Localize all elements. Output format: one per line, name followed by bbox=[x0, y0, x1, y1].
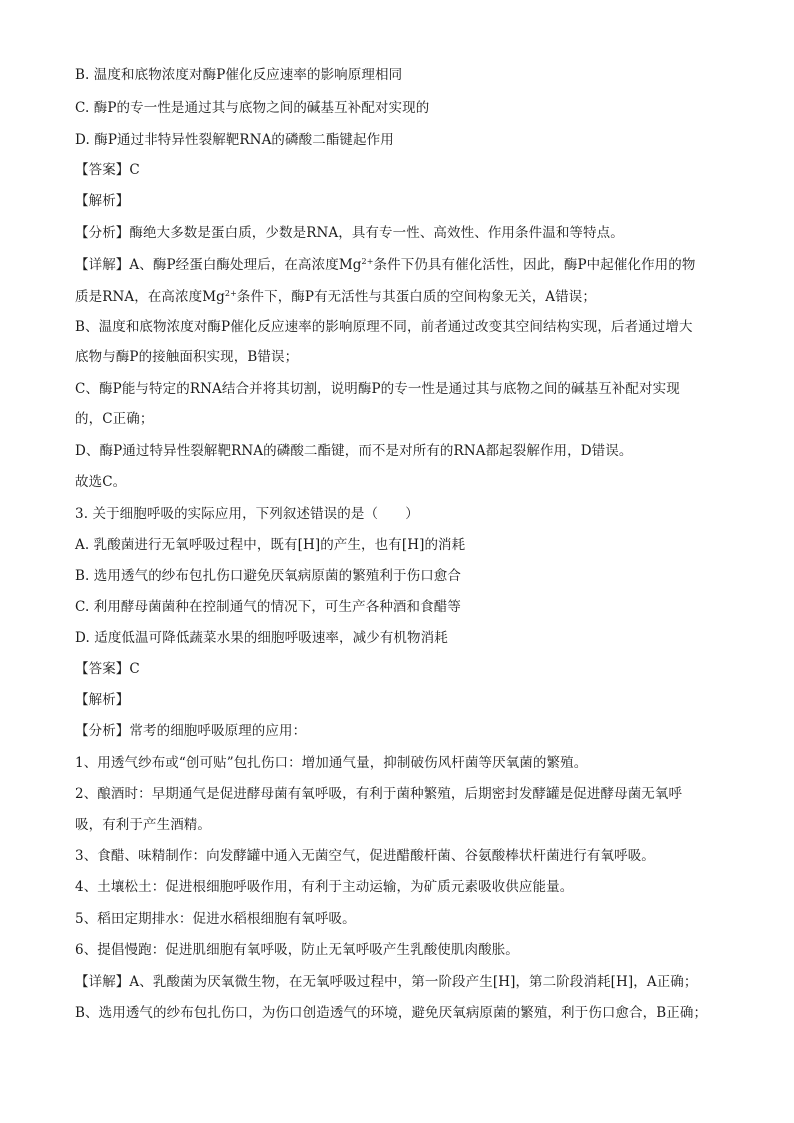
detail-line-2-b: 条件下，酶P有无活性与其蛋白质的空间构象无关，A错误； bbox=[236, 289, 596, 305]
question-3-stem: 3. 关于细胞呼吸的实际应用，下列叙述错误的是（ ） bbox=[75, 506, 419, 522]
detail-line-3: B、温度和底物浓度对酶P催化反应速率的影响原理不同，前者通过改变其空间结构实现，后者通过增大 bbox=[75, 319, 693, 335]
detail-line-1-b: 条件下仍具有催化活性，因此，酶P中起催化作用的物 bbox=[373, 257, 696, 273]
detail-line-7: D、酶P通过特异性裂解靶RNA的磷酸二酯键，而不是对所有的RNA都起裂解作用，D错误。 bbox=[75, 443, 633, 459]
analysis-line: 【分析】酶绝大多数是蛋白质，少数是RNA，具有专一性、高效性、作用条件温和等特点。 bbox=[75, 225, 624, 241]
question-3-option-c: C. 利用酵母菌菌种在控制通气的情况下，可生产各种酒和食醋等 bbox=[75, 599, 461, 615]
question-3-option-a: A. 乳酸菌进行无氧呼吸过程中，既有[H]的产生，也有[H]的消耗 bbox=[75, 537, 466, 553]
detail-line-2-a: 质是RNA，在高浓度Mg bbox=[75, 289, 225, 305]
superscript: 2+ bbox=[361, 257, 374, 266]
detail-line-1-a: 【详解】A、酶P经蛋白酶处理后，在高浓度Mg bbox=[75, 257, 362, 273]
detail-line-6: 的，C正确； bbox=[75, 411, 154, 427]
detail-line-8: 【详解】A、乳酸菌为厌氧微生物，在无氧呼吸过程中，第一阶段产生[H]，第二阶段消耗[H]，A正确； bbox=[75, 974, 698, 990]
detail-line-5: C、酶P能与特定的RNA结合并将其切割，说明酶P的专一性是通过其与底物之间的碱基互补配对实现 bbox=[75, 381, 680, 397]
analysis-heading-2: 【解析】 bbox=[75, 692, 130, 708]
application-5: 5、稻田定期排水：促进水稻根细胞有氧呼吸。 bbox=[75, 911, 356, 927]
application-3: 3、食醋、味精制作：向发酵罐中通入无菌空气，促进醋酸杆菌、谷氨酸棒状杆菌进行有氧呼吸。 bbox=[75, 848, 655, 864]
question-3-option-b: B. 选用透气的纱布包扎伤口避免厌氧病原菌的繁殖利于伤口愈合 bbox=[75, 568, 462, 584]
application-2-cont: 吸，有利于产生酒精。 bbox=[75, 817, 211, 833]
application-2: 2、酿酒时：早期通气是促进酵母菌有氧呼吸，有利于菌种繁殖，后期密封发酵罐是促进酵母菌无氧呼 bbox=[75, 786, 683, 802]
detail-line-2 bbox=[75, 288, 725, 306]
option-c-line: C. 酶P的专一性是通过其与底物之间的碱基互补配对实现的 bbox=[75, 100, 430, 116]
analysis-heading: 【解析】 bbox=[75, 193, 130, 209]
detail-line-9: B、选用透气的纱布包扎伤口，为伤口创造透气的环境，避免厌氧病原菌的繁殖，利于伤口愈合，B正确； bbox=[75, 1005, 708, 1021]
answer-line-2: 【答案】C bbox=[75, 661, 140, 677]
detail-line-1 bbox=[75, 256, 725, 274]
application-6: 6、提倡慢跑：促进肌细胞有氧呼吸，防止无氧呼吸产生乳酸使肌肉酸胀。 bbox=[75, 942, 519, 958]
detail-line-4: 底物与酶P的接触面积实现，B错误； bbox=[75, 349, 299, 365]
application-4: 4、土壤松土：促进根细胞呼吸作用，有利于主动运输，为矿质元素吸收供应能量。 bbox=[75, 879, 574, 895]
answer-line: 【答案】C bbox=[75, 162, 140, 178]
option-d-line: D. 酶P通过非特异性裂解靶RNA的磷酸二酯键起作用 bbox=[75, 132, 394, 148]
superscript: 2+ bbox=[224, 289, 237, 298]
question-3-option-d: D. 适度低温可降低蔬菜水果的细胞呼吸速率，减少有机物消耗 bbox=[75, 630, 448, 646]
option-b-line: B. 温度和底物浓度对酶P催化反应速率的影响原理相同 bbox=[75, 67, 403, 83]
choice-line: 故选C。 bbox=[75, 474, 127, 490]
analysis-line-2: 【分析】常考的细胞呼吸原理的应用： bbox=[75, 723, 307, 739]
application-1: 1、用透气纱布或“创可贴”包扎伤口：增加通气量，抑制破伤风杆菌等厌氧菌的繁殖。 bbox=[75, 755, 588, 771]
